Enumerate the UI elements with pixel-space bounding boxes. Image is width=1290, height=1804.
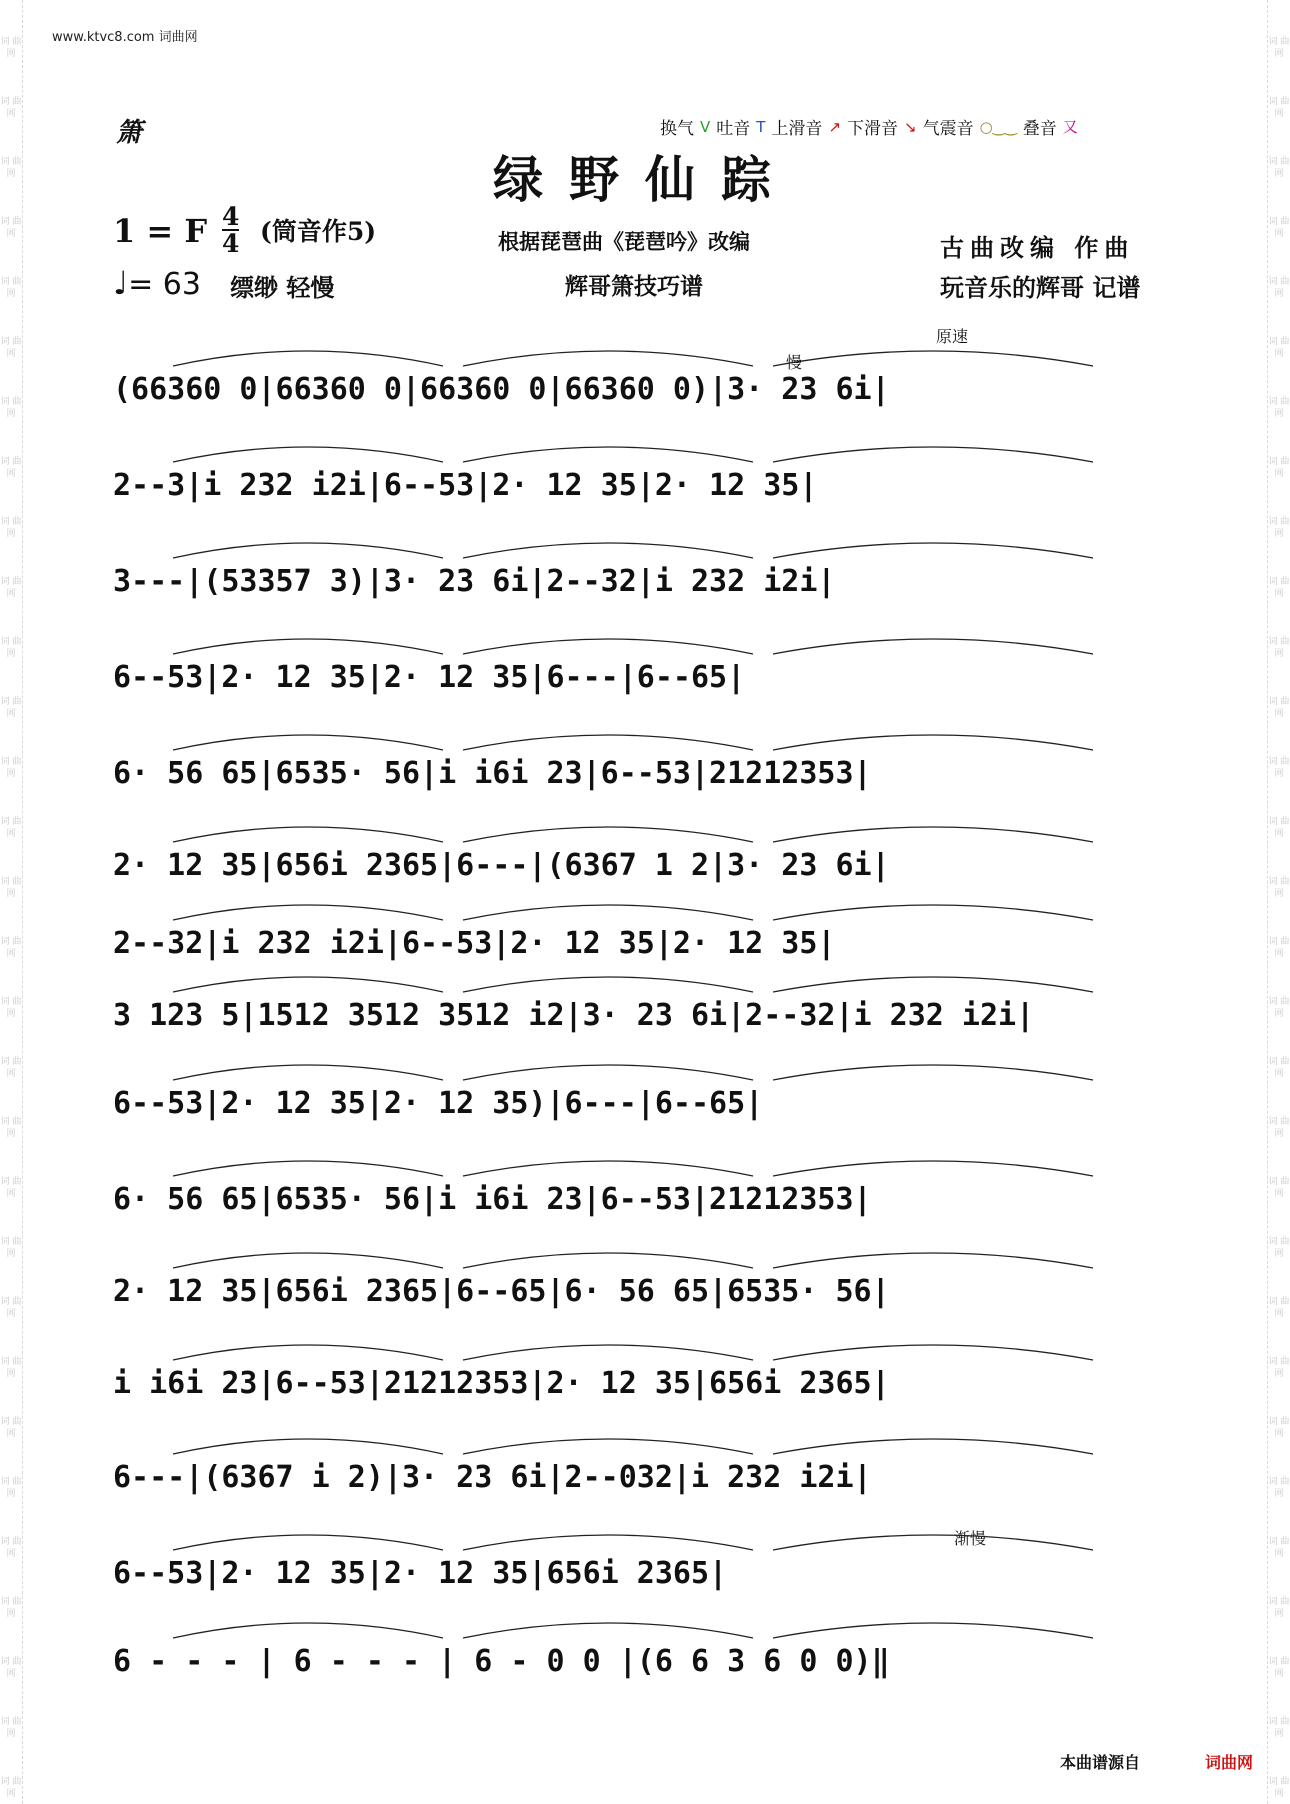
- slur-arc: [173, 977, 443, 992]
- slur-arc: [773, 735, 1093, 750]
- edge-watermark-text: 词 曲 网: [1268, 817, 1290, 839]
- annotation-gradually-slow: 渐慢: [954, 1529, 987, 1548]
- site-watermark: www.ktvc8.com 词曲网: [52, 30, 198, 45]
- footer-source-site: 词曲网: [1205, 1753, 1254, 1772]
- edge-watermark-text: 词 曲 网: [1268, 157, 1290, 179]
- slur-arc: [173, 735, 443, 750]
- edge-watermark-text: 词 曲 网: [0, 817, 22, 839]
- staff-line-1: (66360 0|66360 0|66360 0|66360 0)|3· 23 6i|: [113, 366, 1181, 416]
- slur-arc: [173, 1439, 443, 1454]
- staff-line-11: 2· 12 35|656i 2365|6--65|6· 56 65|6535· 56|: [113, 1268, 1181, 1318]
- edge-watermark-text: 词 曲 网: [1268, 1177, 1290, 1199]
- left-edge-watermark: [0, 0, 23, 1804]
- edge-watermark-text: 词 曲 网: [1268, 97, 1290, 119]
- grace-note-icon: 又: [1062, 118, 1078, 136]
- edge-watermark-text: 词 曲 网: [0, 1717, 22, 1739]
- edge-watermark-text: 词 曲 网: [0, 757, 22, 779]
- slur-arc: [773, 1535, 1093, 1550]
- slur-arc: [173, 447, 443, 462]
- edge-watermark-text: 词 曲 网: [1268, 1657, 1290, 1679]
- staff-line-12: i i6i 23|6--53|21212353|2· 12 35|656i 2365|: [113, 1360, 1181, 1410]
- edge-watermark-text: 词 曲 网: [0, 637, 22, 659]
- tongue-mark-icon: T: [756, 117, 766, 136]
- edge-watermark-text: 词 曲 网: [1268, 397, 1290, 419]
- slur-arc: [463, 1065, 753, 1080]
- annotation-slow: 慢: [786, 353, 803, 372]
- staff-line-2: 2--3|i 232 i2i|6--53|2· 12 35|2· 12 35|: [113, 462, 1181, 512]
- right-edge-watermark: [1267, 0, 1290, 1804]
- edge-watermark-text: 词 曲 网: [1268, 577, 1290, 599]
- slur-arc: [773, 1161, 1093, 1176]
- slur-arc: [773, 905, 1093, 920]
- time-signature-bottom: 4: [222, 229, 240, 258]
- edge-watermark-text: 词 曲 网: [1268, 1597, 1290, 1619]
- edge-watermark-text: 词 曲 网: [0, 877, 22, 899]
- slur-arc: [173, 351, 443, 366]
- edge-watermark-text: 词 曲 网: [0, 697, 22, 719]
- slur-arc: [173, 1065, 443, 1080]
- instrument-label: 箫: [116, 118, 143, 148]
- edge-watermark-text: 词 曲 网: [1268, 1057, 1290, 1079]
- edge-watermark-text: 词 曲 网: [1268, 637, 1290, 659]
- slur-arc: [173, 905, 443, 920]
- key-note: (筒音作5): [260, 217, 377, 246]
- edge-watermark-text: 词 曲 网: [1268, 1537, 1290, 1559]
- slur-arc: [173, 1345, 443, 1360]
- technique-legend: [660, 114, 1078, 139]
- edge-watermark-text: 词 曲 网: [0, 157, 22, 179]
- edge-watermark-text: 词 曲 网: [0, 1657, 22, 1679]
- edge-watermark-text: 词 曲 网: [0, 1177, 22, 1199]
- edge-watermark-text: 词 曲 网: [1268, 757, 1290, 779]
- edge-watermark-text: 词 曲 网: [0, 1357, 22, 1379]
- legend-label-grace: 叠音: [1022, 119, 1057, 139]
- edge-watermark-text: 词 曲 网: [0, 1417, 22, 1439]
- edge-watermark-text: 词 曲 网: [1268, 277, 1290, 299]
- edge-watermark-text: 词 曲 网: [0, 397, 22, 419]
- slur-arc: [773, 1439, 1093, 1454]
- tempo-mood: 缥缈 轻慢: [230, 273, 335, 302]
- slur-arc: [173, 639, 443, 654]
- slur-arc: [173, 1161, 443, 1176]
- edge-watermark-text: 词 曲 网: [1268, 1477, 1290, 1499]
- slur-arc: [463, 351, 753, 366]
- slur-arc: [463, 1345, 753, 1360]
- staff-line-3: 3---|(53357 3)|3· 23 6i|2--32|i 232 i2i|: [113, 558, 1181, 608]
- slur-arc: [173, 827, 443, 842]
- slur-arc: [463, 1623, 753, 1638]
- slur-arc: [463, 1535, 753, 1550]
- slur-arc: [173, 1253, 443, 1268]
- staff-line-15: 6 - - - | 6 - - - | 6 - 0 0 |(6 6 3 6 0 0)‖: [113, 1638, 1181, 1688]
- slur-arc: [463, 543, 753, 558]
- arranger-line: 辉哥箫技巧谱: [565, 273, 703, 300]
- legend-label-tongue: 吐音: [716, 119, 751, 139]
- staff-line-9: 6--53|2· 12 35|2· 12 35)|6---|6--65|: [113, 1080, 1181, 1130]
- edge-watermark-text: 词 曲 网: [0, 517, 22, 539]
- staff-line-7: 2--32|i 232 i2i|6--53|2· 12 35|2· 12 35|: [113, 920, 1181, 970]
- edge-watermark-text: 词 曲 网: [1268, 37, 1290, 59]
- slur-arc: [773, 351, 1093, 366]
- annotation-original-tempo: 原速: [936, 327, 969, 346]
- edge-watermark-text: 词 曲 网: [1268, 1357, 1290, 1379]
- key-signature: 1 = F: [113, 212, 208, 250]
- edge-watermark-text: 词 曲 网: [1268, 997, 1290, 1019]
- slur-arc: [773, 1253, 1093, 1268]
- edge-watermark-text: 词 曲 网: [1268, 1777, 1290, 1799]
- slur-arc: [463, 1439, 753, 1454]
- legend-label-slide-down: 下滑音: [847, 119, 899, 139]
- edge-watermark-text: 词 曲 网: [1268, 1717, 1290, 1739]
- slur-arc: [463, 1253, 753, 1268]
- slur-arc: [173, 543, 443, 558]
- edge-watermark-text: 词 曲 网: [1268, 697, 1290, 719]
- tempo: [113, 264, 201, 302]
- edge-watermark-text: 词 曲 网: [0, 1237, 22, 1259]
- edge-watermark-text: 词 曲 网: [1268, 937, 1290, 959]
- slur-arc: [463, 447, 753, 462]
- song-title: 绿野仙踪: [493, 150, 797, 209]
- edge-watermark-text: 词 曲 网: [0, 1477, 22, 1499]
- source-note: 根据琵琶曲《琵琶吟》改编: [498, 229, 750, 254]
- staff-line-14: 6--53|2· 12 35|2· 12 35|656i 2365|: [113, 1550, 1181, 1600]
- edge-watermark-text: 词 曲 网: [0, 97, 22, 119]
- tempo-value: = 63: [128, 267, 201, 302]
- edge-watermark-text: 词 曲 网: [0, 1777, 22, 1799]
- edge-watermark-text: 词 曲 网: [0, 37, 22, 59]
- edge-watermark-text: 词 曲 网: [0, 337, 22, 359]
- footer-source-label: 本曲谱源自: [1060, 1753, 1141, 1772]
- edge-watermark-text: 词 曲 网: [1268, 1297, 1290, 1319]
- slur-arc: [463, 735, 753, 750]
- edge-watermark-text: 词 曲 网: [1268, 517, 1290, 539]
- edge-watermark-text: 词 曲 网: [1268, 1117, 1290, 1139]
- composer-credit: 古曲改编 作曲: [940, 233, 1135, 262]
- edge-watermark-text: 词 曲 网: [1268, 217, 1290, 239]
- slur-arc: [463, 639, 753, 654]
- edge-watermark-text: 词 曲 网: [0, 1117, 22, 1139]
- edge-watermark-text: 词 曲 网: [0, 1297, 22, 1319]
- slide-up-icon: ↗: [828, 117, 842, 136]
- edge-watermark-text: 词 曲 网: [1268, 877, 1290, 899]
- edge-watermark-text: 词 曲 网: [0, 1057, 22, 1079]
- staff-line-6: 2· 12 35|656i 2365|6---|(6367 1 2|3· 23 6i|: [113, 842, 1181, 892]
- edge-watermark-text: 词 曲 网: [0, 937, 22, 959]
- staff-line-4: 6--53|2· 12 35|2· 12 35|6---|6--65|: [113, 654, 1181, 704]
- legend-label-breath: 换气: [660, 119, 694, 139]
- slur-arc: [173, 1535, 443, 1550]
- legend-label-slide-up: 上滑音: [771, 119, 823, 139]
- breath-mark-icon: V: [700, 117, 711, 136]
- slur-arc: [773, 447, 1093, 462]
- slur-arc: [773, 543, 1093, 558]
- staff-line-10: 6· 56 65|6535· 56|i i6i 23|6--53|21212353|: [113, 1176, 1181, 1226]
- slur-arc: [773, 1065, 1093, 1080]
- edge-watermark-text: 词 曲 网: [0, 1537, 22, 1559]
- slur-arc: [173, 1623, 443, 1638]
- legend-label-vibrato: 气震音: [922, 119, 974, 139]
- edge-watermark-text: 词 曲 网: [1268, 457, 1290, 479]
- slur-arc: [773, 977, 1093, 992]
- staff-line-8: 3 123 5|1512 3512 3512 i2|3· 23 6i|2--32|i 232 i2i|: [113, 992, 1181, 1042]
- edge-watermark-text: 词 曲 网: [0, 1597, 22, 1619]
- edge-watermark-text: 词 曲 网: [0, 277, 22, 299]
- edge-watermark-text: 词 曲 网: [1268, 1417, 1290, 1439]
- slur-arc: [463, 827, 753, 842]
- quarter-note-icon: ♩: [113, 264, 129, 302]
- slur-arc: [773, 639, 1093, 654]
- slide-down-icon: ↘: [904, 117, 917, 136]
- edge-watermark-text: 词 曲 网: [1268, 1237, 1290, 1259]
- staff-line-5: 6· 56 65|6535· 56|i i6i 23|6--53|21212353|: [113, 750, 1181, 800]
- staff-line-13: 6---|(6367 i 2)|3· 23 6i|2--032|i 232 i2i|: [113, 1454, 1181, 1504]
- vibrato-icon: ○‿‿: [979, 117, 1017, 136]
- slur-arc: [773, 827, 1093, 842]
- edge-watermark-text: 词 曲 网: [0, 577, 22, 599]
- transcriber-credit: 玩音乐的辉哥 记谱: [940, 273, 1141, 302]
- edge-watermark-text: 词 曲 网: [0, 217, 22, 239]
- time-signature-top: 4: [222, 202, 240, 231]
- edge-watermark-text: 词 曲 网: [1268, 337, 1290, 359]
- edge-watermark-text: 词 曲 网: [0, 997, 22, 1019]
- time-signature: [222, 204, 239, 256]
- slur-arc: [463, 1161, 753, 1176]
- edge-watermark-text: 词 曲 网: [0, 457, 22, 479]
- slur-arc: [773, 1623, 1093, 1638]
- slur-arc: [463, 977, 753, 992]
- slur-arc: [773, 1345, 1093, 1360]
- slur-arc: [463, 905, 753, 920]
